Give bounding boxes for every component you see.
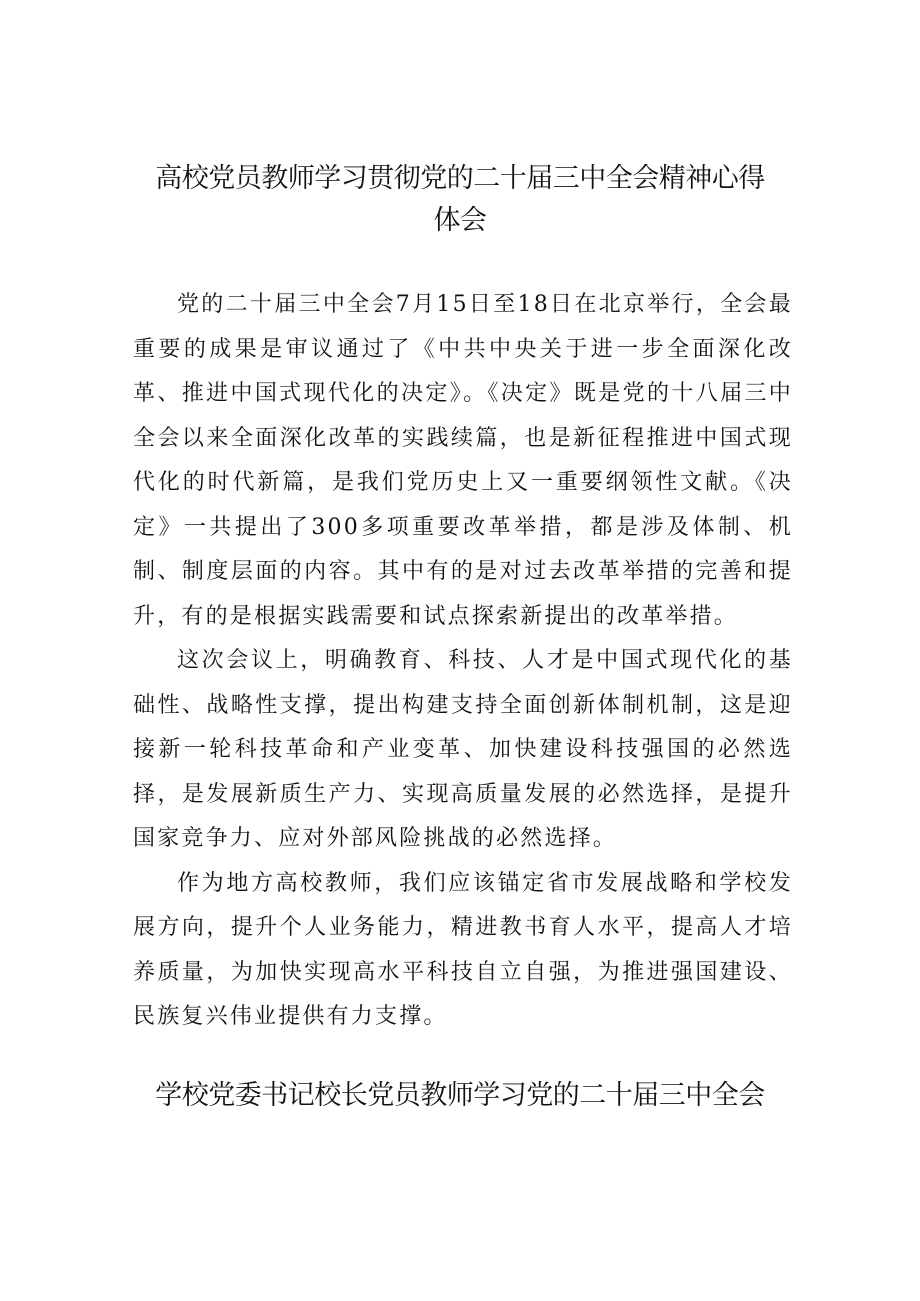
body-paragraph-3: 作为地方高校教师，我们应该锚定省市发展战略和学校发展方向，提升个人业务能力，精进教书育人水平，提高人才培养质量，为加快实现高水平科技自立自强，为推进强国建设、民族复兴伟业提供有力支撑。: [133, 870, 793, 1029]
body-paragraph-1: 党的二十届三中全会7月15日至18日在北京举行，全会最重要的成果是审议通过了《中共中央关于进一步全面深化改革、推进中国式现代化的决定》。《决定》既是党的十八届三中全会以来全面深化改革的实践续篇，也是新征程推进中国式现代化的时代新篇，是我们党历史上又一重要纲领性文献。《决定》一共提出了300多项重要改革举措，都是涉及体制、机制、制度层面的内容。其中有的是对过去改革举措的完善和提升，有的是根据实践需要和试点探索新提出的改革举措。: [133, 292, 793, 629]
next-section-title: 学校党委书记校长党员教师学习党的二十届三中全会: [155, 1080, 765, 1111]
body-paragraph-2: 这次会议上，明确教育、科技、人才是中国式现代化的基础性、战略性支撑，提出构建支持全面创新体制机制，这是迎接新一轮科技革命和产业变革、加快建设科技强国的必然选择，是发展新质生产力、实现高质量发展的必然选择，是提升国家竞争力、应对外部风险挑战的必然选择。: [133, 648, 793, 851]
document-title: 高校党员教师学习贯彻党的二十届三中全会精神心得体会: [155, 163, 765, 236]
document-body: [133, 283, 793, 1040]
